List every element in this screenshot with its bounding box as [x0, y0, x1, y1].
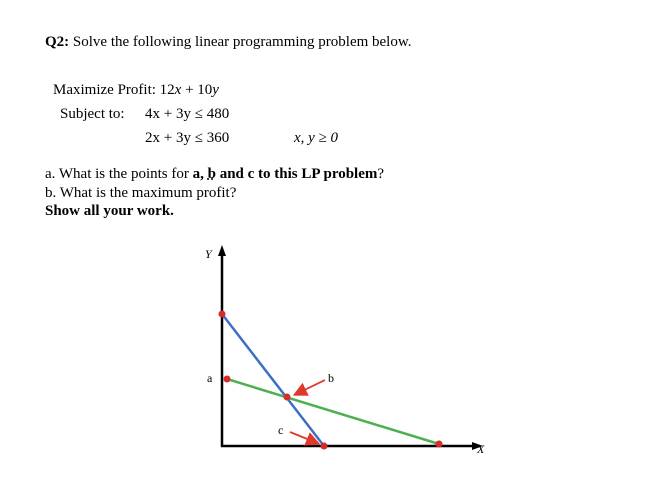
subject-to-label: Subject to: [60, 106, 125, 122]
question-label: Q2: [45, 34, 70, 50]
constraint-1: 4x + 3y ≤ 480 [145, 106, 230, 122]
constraint-2: 2x + 3y ≤ 360 [145, 130, 230, 146]
y-axis-label: Y [205, 247, 212, 261]
green-x-intercept-point [436, 441, 443, 448]
point-a [224, 376, 231, 383]
point-c [321, 443, 328, 450]
part-a-bold2: and c to this LP problem [215, 166, 378, 182]
label-c: c [278, 423, 284, 437]
label-a: a [207, 371, 213, 385]
point-b [284, 394, 291, 401]
nonneg-text: x, y ≥ 0 [294, 130, 339, 146]
question-text: Solve the following linear programming problem below. [72, 34, 412, 50]
objective-x: x [174, 82, 182, 98]
part-a-bold1: a, [192, 166, 208, 182]
part-a-prefix: a. What is the points for [45, 166, 193, 182]
part-a-b: b [207, 166, 216, 182]
objective-mid: + 10 [181, 82, 213, 98]
blue-y-intercept-point [219, 311, 226, 318]
part-b-question: b. What is the maximum profit? [45, 185, 237, 201]
label-b: b [328, 371, 334, 385]
constraint-line-blue [222, 314, 324, 446]
objective-y: y [212, 82, 219, 98]
objective-prefix: Maximize Profit: 12 [53, 82, 175, 98]
y-axis-arrowhead [218, 245, 226, 256]
show-work-instruction: Show all your work. [45, 203, 174, 219]
constraint-line-green [227, 379, 439, 444]
arrow-to-b [296, 380, 325, 394]
part-a-qmark: ? [377, 166, 385, 182]
x-axis-label: X [477, 442, 485, 456]
